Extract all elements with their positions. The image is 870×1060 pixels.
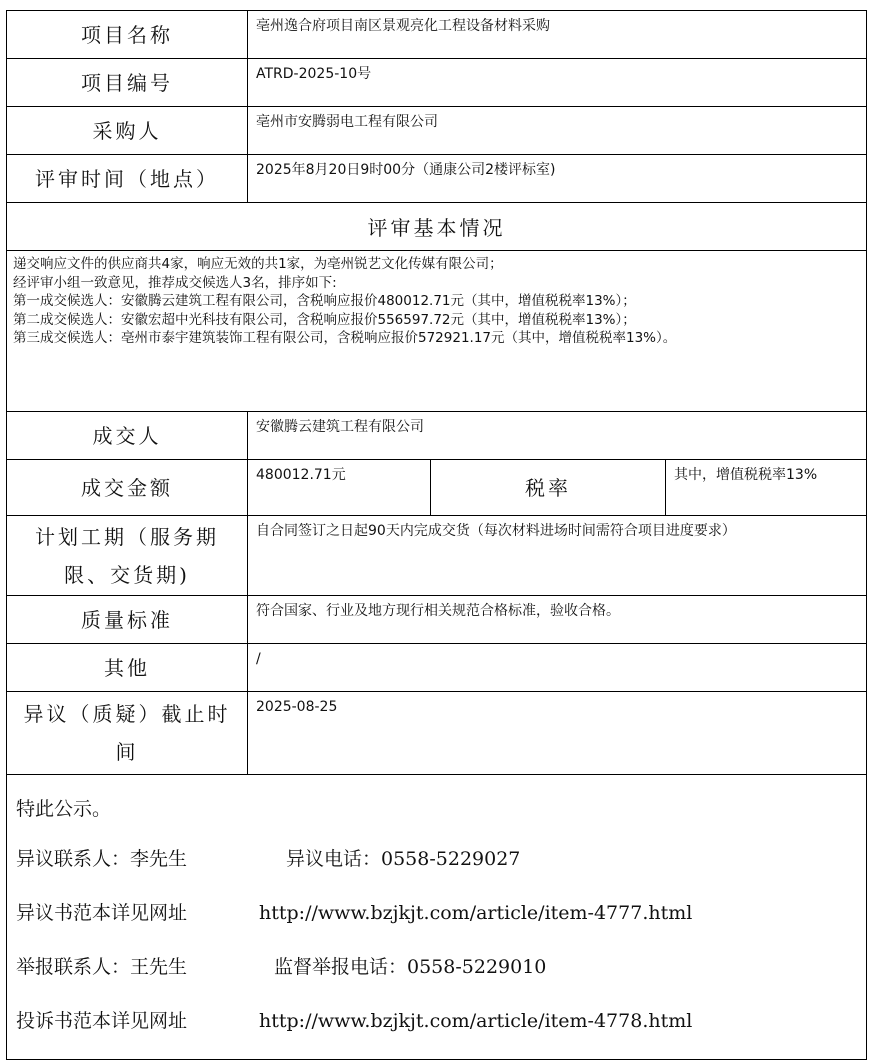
objection-template-label: 异议书范本详见网址 [16,902,188,924]
row-notice [7,775,867,1060]
objection-deadline-label [7,692,248,775]
project-name-label: 项目名称 [7,11,248,59]
other-label: 其他 [7,644,248,692]
schedule-value: 自合同签订之日起90天内完成交货（每次材料进场时间需符合项目进度要求） [248,516,867,596]
section-title: 评审基本情况 [7,203,867,251]
schedule-label [7,516,248,596]
purchaser-label: 采购人 [7,107,248,155]
amount-value: 480012.71元 [248,460,431,516]
row-section-title [7,203,867,251]
row-summary [7,251,867,412]
row-project-no [7,59,867,107]
project-no-label: 项目编号 [7,59,248,107]
other-value: / [248,644,867,692]
summary-line: 第二成交候选人：安徽宏超中光科技有限公司，含税响应报价556597.72元（其中，增值税税率13%）； [13,311,636,328]
review-time-value: 2025年8月20日9时00分（通康公司2楼评标室) [248,155,867,203]
purchaser-value: 亳州市安腾弱电工程有限公司 [248,107,867,155]
summary-line: 递交响应文件的供应商共4家，响应无效的共1家，为亳州锐艺文化传媒有限公司； [13,256,503,272]
row-project-name [7,11,867,59]
report-contact-line [16,947,857,1001]
amount-label: 成交金额 [7,460,248,516]
quality-label: 质量标准 [7,596,248,644]
award-announcement-table [6,10,867,1060]
schedule-label-line: 限、交货期) [64,562,190,587]
row-amount [7,460,867,516]
objection-phone: 异议电话：0558-5229027 [286,848,521,870]
row-quality [7,596,867,644]
review-summary [7,251,867,412]
complaint-template-line [16,1001,857,1055]
row-other [7,644,867,692]
winner-label: 成交人 [7,412,248,460]
notice-heading: 特此公示。 [16,798,112,820]
report-phone: 监督举报电话：0558-5229010 [274,956,547,978]
objection-deadline-label-line: 异议（质疑）截止时 [23,702,231,726]
summary-line: 第一成交候选人：安徽腾云建筑工程有限公司，含税响应报价480012.71元（其中，增值税税率13%）； [13,293,636,309]
objection-contact-line [16,839,857,893]
summary-line: 经评审小组一致意见，推荐成交候选人3名，排序如下: [13,274,337,291]
schedule-label-line: 计划工期（服务期 [35,524,219,549]
tax-rate-label: 税率 [431,460,666,516]
row-winner [7,412,867,460]
objection-template-url[interactable]: http://www.bzjkjt.com/article/item-4777.html [259,902,693,924]
project-no-value: ATRD-2025-10号 [248,59,867,107]
row-purchaser [7,107,867,155]
objection-deadline-label-line: 间 [115,740,139,764]
objection-contact: 异议联系人：李先生 [16,848,188,870]
complaint-template-url[interactable]: http://www.bzjkjt.com/article/item-4778.html [259,1010,693,1032]
objection-deadline-value: 2025-08-25 [248,692,867,775]
review-time-label: 评审时间（地点） [7,155,248,203]
row-schedule [7,516,867,596]
project-name-value: 亳州逸合府项目南区景观亮化工程设备材料采购 [248,11,867,59]
winner-value: 安徽腾云建筑工程有限公司 [248,412,867,460]
complaint-template-label: 投诉书范本详见网址 [16,1010,188,1032]
objection-template-line [16,893,857,947]
tax-rate-value: 其中，增值税税率13% [666,460,867,516]
report-contact: 举报联系人：王先生 [16,956,188,978]
notice-block [7,775,867,1060]
quality-value: 符合国家、行业及地方现行相关规范合格标准，验收合格。 [248,596,867,644]
summary-line: 第三成交候选人：亳州市泰宇建筑装饰工程有限公司，含税响应报价572921.17元（其中，增值税税率13%）。 [13,330,677,346]
row-objection-deadline [7,692,867,775]
row-review-time [7,155,867,203]
